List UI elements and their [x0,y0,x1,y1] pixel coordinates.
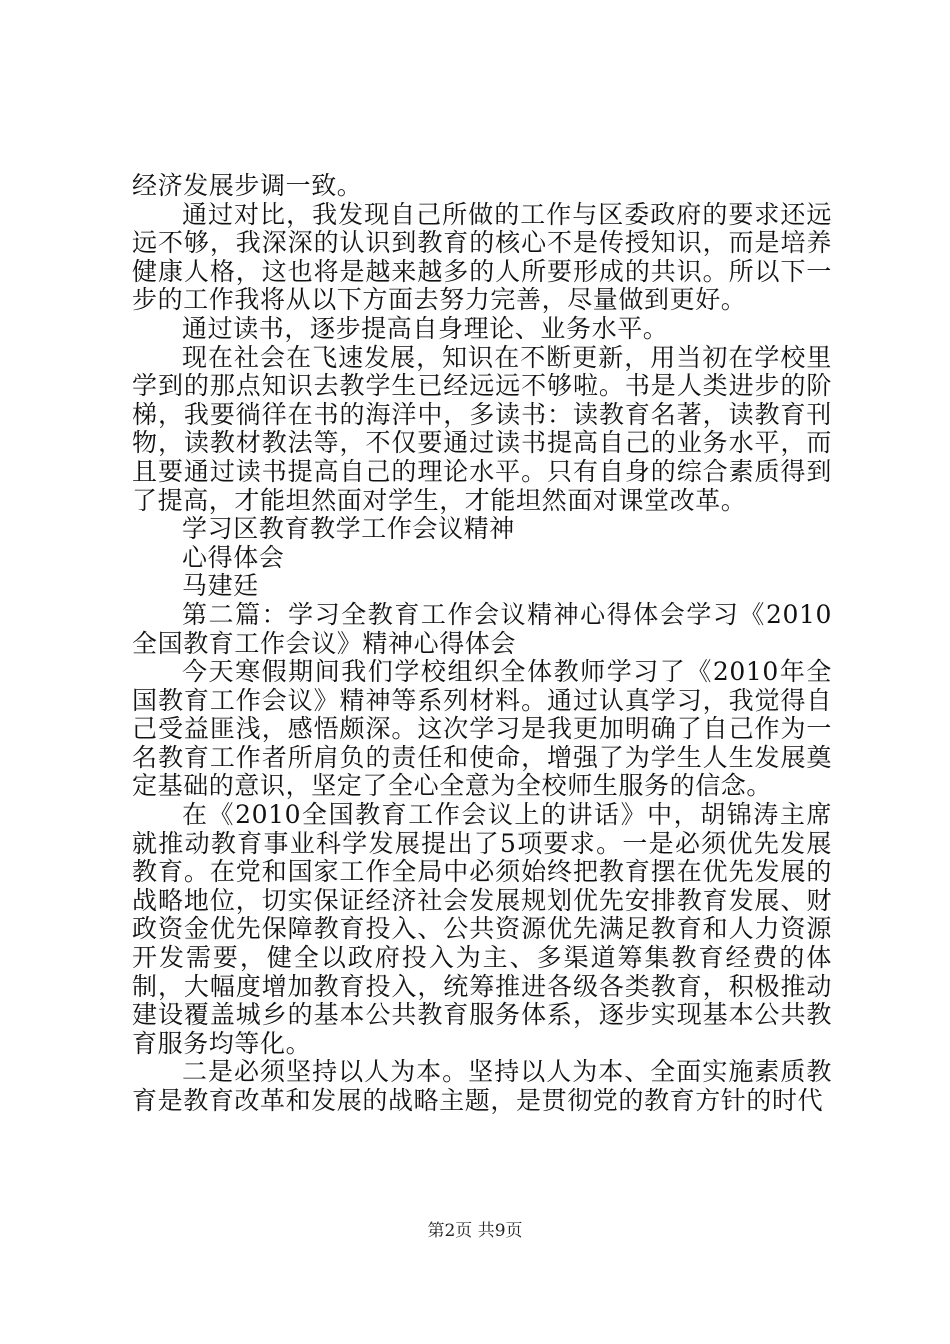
paragraph-1: 经济发展步调一致。 [132,171,363,200]
paragraph-4: 现在社会在飞速发展，知识在不断更新，用当初在学校里学到的那点知识去教学生已经远远不够啦。书是人类进步的阶梯，我要徜徉在书的海洋中，多读书：读教育名著，读教育刊物，读教材教法等，不仅要通过读书提高自己的业务水平，而且要通过读书提高自己的理论水平。只有自身的综合素质得到了提高，才能坦然面对学生，才能坦然面对课堂改革。 [132,342,832,515]
paragraph-3: 通过读书，逐步提高自身理论、业务水平。 [182,313,669,343]
paragraph-6: 心得体会 [182,542,285,572]
paragraph-10: 在《2010全国教育工作会议上的讲话》中，胡锦涛主席就推动教育事业科学发展提出了5项要求。一是必须优先发展教育。在党和国家工作全局中必须始终把教育摆在优先发展的战略地位，切实保证经济社会发展规划优先安排教育发展、财政资金优先保障教育投入、公共资源优先满足教育和人力资源开发需要，健全以政府投入为主、多渠道筹集教育经费的体制，大幅度增加教育投入，统筹推进各级各类教育，积极推动建设覆盖城乡的基本公共教育服务体系，逐步实现基本公共教育服务均等化。 [132,800,832,1058]
paragraph-5: 学习区教育教学工作会议精神 [182,514,515,544]
page-footer: 第2页 共9页 [427,1221,523,1241]
paragraph-11: 二是必须坚持以人为本。坚持以人为本、全面实施素质教育是教育改革和发展的战略主题，是贯彻党的教育方针的时代 [132,1057,832,1115]
document-body [132,172,832,1116]
paragraph-8: 第二篇：学习全教育工作会议精神心得体会学习《2010全国教育工作会议》精神心得体会 [132,599,832,658]
paragraph-9: 今天寒假期间我们学校组织全体教师学习了《2010年全国教育工作会议》精神等系列材料。通过认真学习，我觉得自己受益匪浅，感悟颇深。这次学习是我更加明确了自己作为一名教育工作者所肩负的责任和使命，增强了为学生人生发展奠定基础的意识，坚定了全心全意为全校师生服务的信念。 [132,657,832,801]
paragraph-2: 通过对比，我发现自己所做的工作与区委政府的要求还远远不够，我深深的认识到教育的核心不是传授知识，而是培养健康人格，这也将是越来越多的人所要形成的共识。所以下一步的工作我将从以下方面去努力完善，尽量做到更好。 [132,199,832,315]
paragraph-7: 马建廷 [182,571,259,601]
